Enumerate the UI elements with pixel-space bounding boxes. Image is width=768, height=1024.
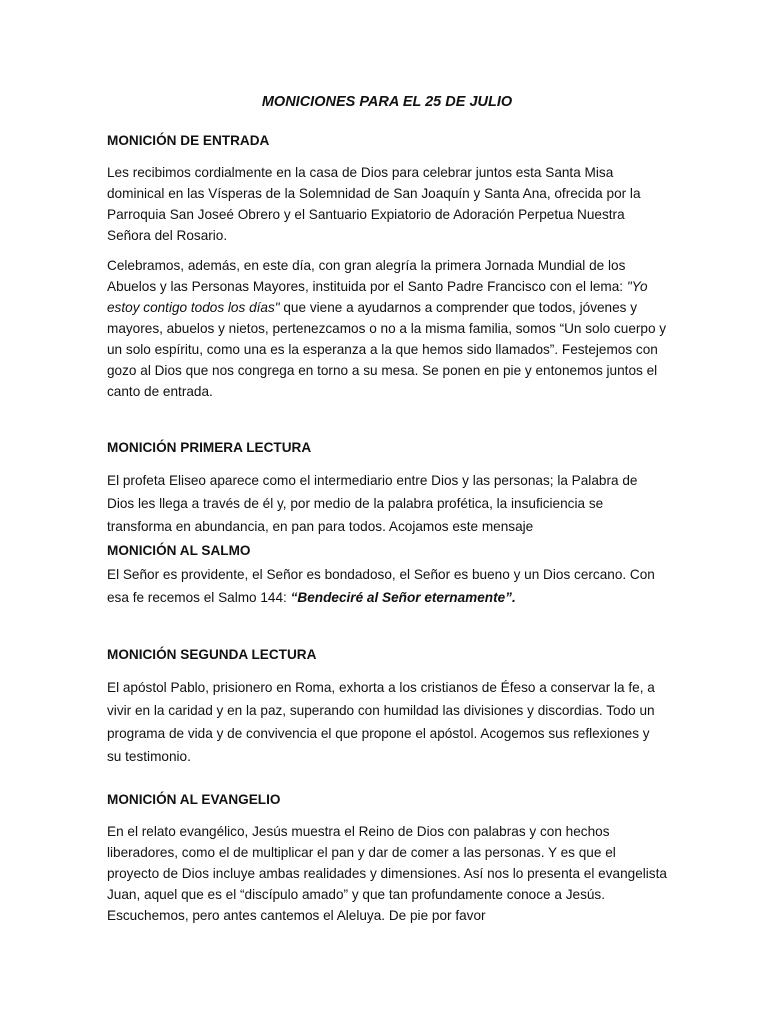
heading-segunda-lectura: MONICIÓN SEGUNDA LECTURA <box>107 647 317 662</box>
salmo-response: “Bendeciré al Señor eternamente”. <box>290 590 516 605</box>
spacer <box>107 618 667 644</box>
salmo-text: El Señor es providente, el Señor es bondadoso, el Señor es bueno y un Dios cercano. Con esa fe recemos el Salmo 144: <box>107 567 655 605</box>
primera-lectura-paragraph: El profeta Eliseo aparece como el intermediario entre Dios y las personas; la Palabra de Dios les llega a través de él y, por medio de la palabra profética, la insuficiencia se transforma en abundancia, en pan para todos. Acojamos este mensaje <box>107 473 638 534</box>
entrada-p2-text-a: Celebramos, además, en este día, con gran alegría la primera Jornada Mundial de los Abuelos y las Personas Mayores, instituida por el Santo Padre Francisco con el lema: <box>107 258 627 294</box>
document-title: MONICIONES PARA EL 25 DE JULIO <box>261 94 513 110</box>
lema-quote: "Yo estoy contigo todos los días" <box>107 279 648 315</box>
spacer <box>107 411 667 437</box>
segunda-lectura-paragraph: El apóstol Pablo, prisionero en Roma, exhorta a los cristianos de Éfeso a conservar la fe, a vivir en la caridad y en la paz, superando con humildad las divisiones y discordias. Todo un programa de vida y de convivencia el que propone el apóstol. Acogemos sus reflexiones y su testimonio. <box>107 680 655 764</box>
entrada-paragraph-2 <box>107 255 667 402</box>
heading-salmo: MONICIÓN AL SALMO <box>107 543 251 558</box>
salmo-paragraph <box>107 563 667 609</box>
evangelio-paragraph: En el relato evangélico, Jesús muestra el Reino de Dios con palabras y con hechos liberadores, como el de multiplicar el pan y dar de comer a las personas. Y es que el proyecto de Dios incluye ambas realidades y dimensiones. Así nos lo presenta el evangelista Juan, aquel que es el “discípulo amado” y que tan profundamente conoce a Jesús. Escuchemos, pero antes cantemos el Aleluya. De pie por favor <box>107 824 667 923</box>
heading-entrada: MONICIÓN DE ENTRADA <box>107 133 270 148</box>
heading-primera-lectura: MONICIÓN PRIMERA LECTURA <box>107 440 312 455</box>
heading-evangelio: MONICIÓN AL EVANGELIO <box>107 792 281 807</box>
entrada-paragraph-1: Les recibimos cordialmente en la casa de Dios para celebrar juntos esta Santa Misa dominical en las Vísperas de la Solemnidad de San Joaquín y Santa Ana, ofrecida por la Parroquia San Joseé Obrero y el Santuario Expiatorio de Adoración Perpetua Nuestra Señora del Rosario. <box>107 165 641 243</box>
entrada-p2-text-b: que viene a ayudarnos a comprender que todos, jóvenes y mayores, abuelos y nietos, pertenezcamos o no a la misma familia, somos “Un solo cuerpo y un solo espíritu, como una es la esperanza a la que hemos sido llamados”. Festejemos con gozo al Dios que nos congrega en torno a su mesa. Se ponen en pie y entonemos juntos el canto de entrada. <box>107 300 667 399</box>
spacer <box>107 777 667 789</box>
document-body <box>107 92 667 935</box>
